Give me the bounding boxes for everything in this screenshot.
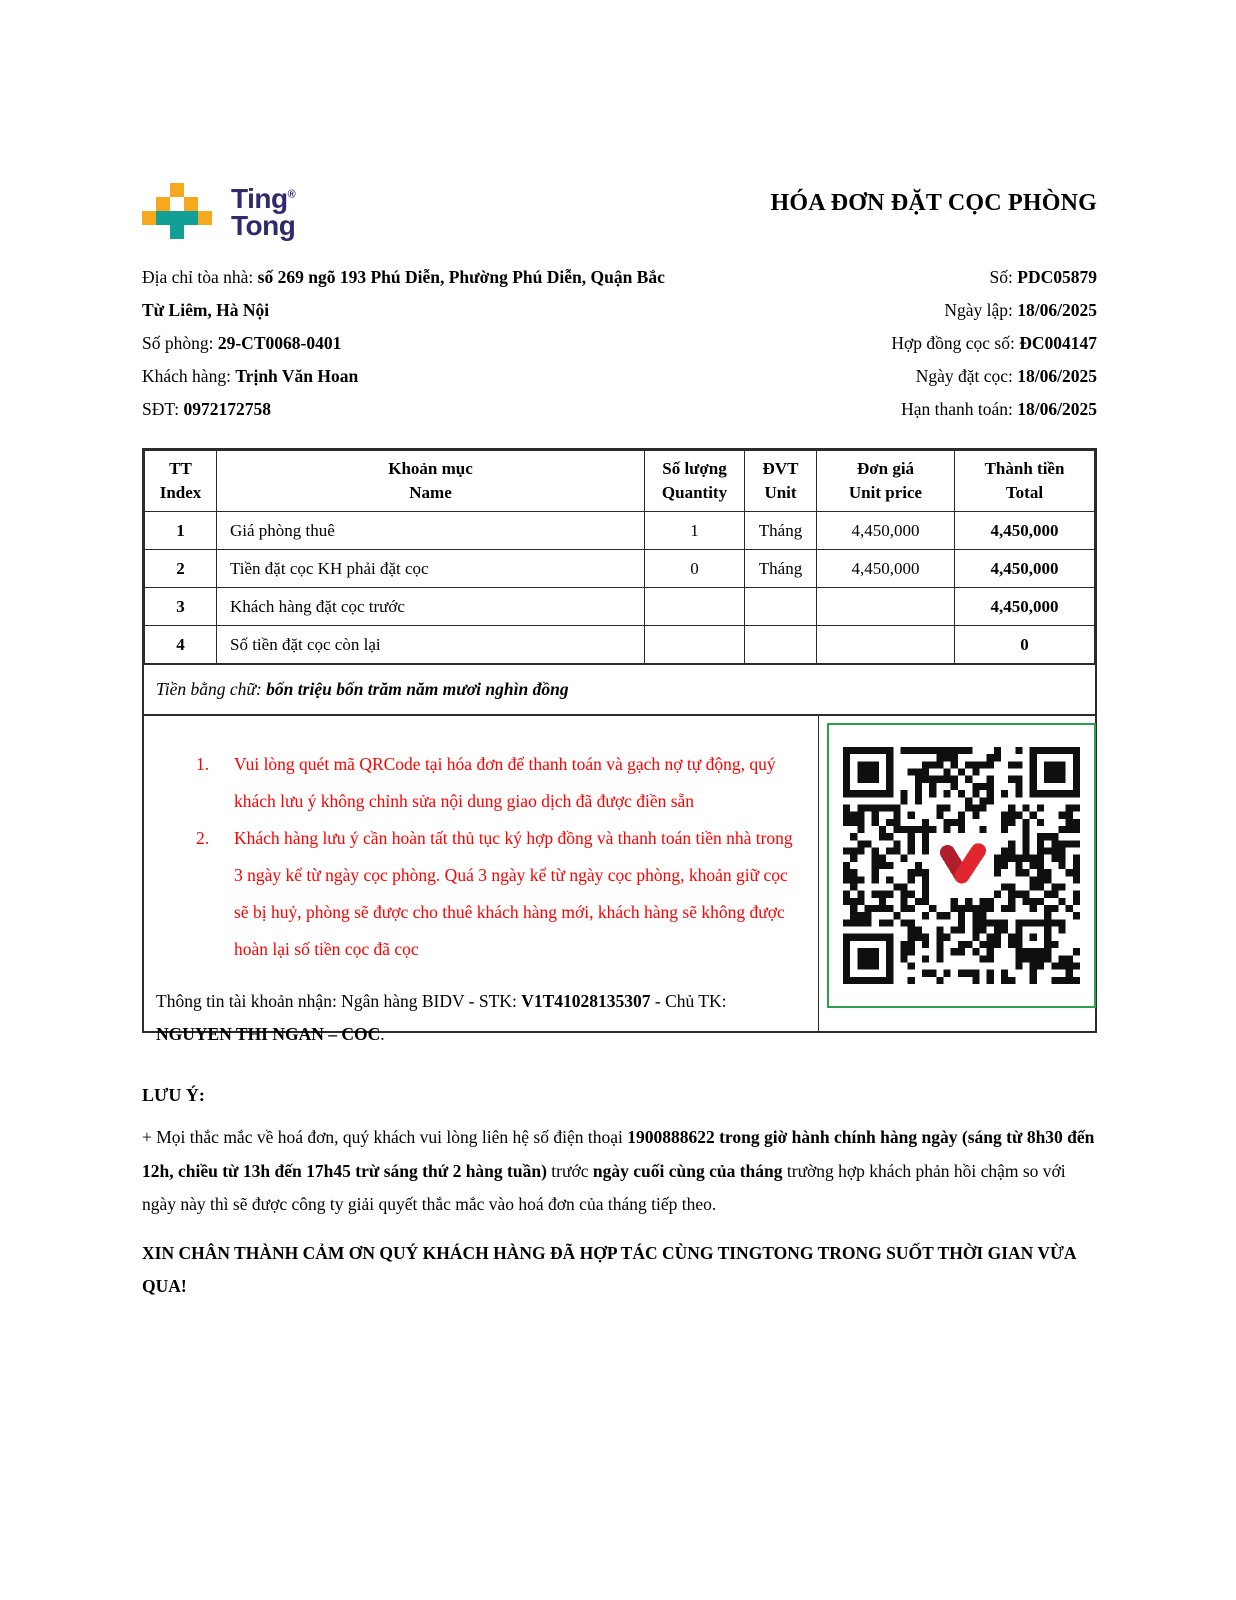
logo-word-tong: Tong bbox=[231, 210, 296, 241]
table-row bbox=[145, 626, 1095, 664]
phone-value: 0972172758 bbox=[183, 399, 271, 419]
deposit-date-value: 18/06/2025 bbox=[1017, 366, 1097, 386]
col-header-unit: ĐVT Unit bbox=[745, 451, 817, 512]
logo-word-ting: Ting bbox=[231, 183, 288, 214]
room-number-value: 29-CT0068-0401 bbox=[217, 333, 342, 353]
footer-thanks: XIN CHÂN THÀNH CẢM ƠN QUÝ KHÁCH HÀNG ĐÃ HỢP TÁC CÙNG TINGTONG TRONG SUỐT THỜI GIAN VỪA QUA! bbox=[142, 1242, 1076, 1296]
amount-in-words-label: Tiền bằng chữ: bbox=[156, 679, 262, 699]
tingtong-logo-text bbox=[231, 185, 295, 239]
tingtong-logo-icon bbox=[142, 183, 212, 239]
building-address-value: số 269 ngõ 193 Phú Diễn, Phường Phú Diễn, Quận Bắc Từ Liêm, Hà Nội bbox=[142, 267, 665, 320]
col-header-quantity: Số lượng Quantity bbox=[645, 451, 745, 512]
row-total: 4,450,000 bbox=[955, 512, 1095, 550]
row-unit-price: 4,450,000 bbox=[817, 550, 955, 588]
invoice-info bbox=[142, 261, 1097, 426]
items-table bbox=[144, 450, 1095, 664]
table-row bbox=[145, 550, 1095, 588]
row-unit: Tháng bbox=[745, 550, 817, 588]
warning-item: Vui lòng quét mã QRCode tại hóa đơn để thanh toán và gạch nợ tự động, quý khách lưu ý không chỉnh sửa nội dung giao dịch đã được điền sẵn bbox=[234, 754, 776, 811]
invoice-number-label: Số: bbox=[989, 267, 1018, 287]
row-name: Tiền đặt cọc KH phải đặt cọc bbox=[217, 550, 645, 588]
invoice-body-box bbox=[142, 448, 1097, 1044]
invoice-number-value: PDC05879 bbox=[1017, 267, 1097, 287]
row-unit: Tháng bbox=[745, 512, 817, 550]
notes-panel bbox=[144, 716, 818, 1044]
col-header-total: Thành tiền Total bbox=[955, 451, 1095, 512]
row-index: 4 bbox=[145, 626, 217, 664]
logo-pixel bbox=[156, 197, 170, 211]
contract-number-label: Hợp đồng cọc số: bbox=[891, 333, 1020, 353]
col-header-name: Khoản mục Name bbox=[217, 451, 645, 512]
row-name: Giá phòng thuê bbox=[217, 512, 645, 550]
row-total: 4,450,000 bbox=[955, 550, 1095, 588]
row-quantity bbox=[645, 588, 745, 626]
row-quantity: 1 bbox=[645, 512, 745, 550]
col-header-unit-price: Đơn giá Unit price bbox=[817, 451, 955, 512]
qr-code bbox=[843, 747, 1080, 984]
header bbox=[142, 183, 1097, 239]
row-quantity: 0 bbox=[645, 550, 745, 588]
phone-label: SĐT: bbox=[142, 399, 184, 419]
due-date-value: 18/06/2025 bbox=[1017, 399, 1097, 419]
page-title: HÓA ĐƠN ĐẶT CỌC PHÒNG bbox=[770, 190, 1097, 216]
row-total: 4,450,000 bbox=[955, 588, 1095, 626]
customer-label: Khách hàng: bbox=[142, 366, 236, 386]
logo-pixel bbox=[170, 225, 184, 239]
info-right-column bbox=[891, 261, 1097, 426]
contract-number-value: ĐC004147 bbox=[1019, 333, 1097, 353]
qr-code-frame bbox=[827, 723, 1096, 1008]
amount-in-words-value: bốn triệu bốn trăm năm mươi nghìn đồng bbox=[266, 679, 569, 699]
due-date-label: Hạn thanh toán: bbox=[901, 399, 1018, 419]
row-total: 0 bbox=[955, 626, 1095, 664]
row-index: 1 bbox=[145, 512, 217, 550]
row-quantity bbox=[645, 626, 745, 664]
row-unit-price bbox=[817, 626, 955, 664]
row-name: Khách hàng đặt cọc trước bbox=[217, 588, 645, 626]
qr-panel bbox=[818, 716, 1095, 1031]
row-name: Số tiền đặt cọc còn lại bbox=[217, 626, 645, 664]
warning-item: Khách hàng lưu ý cần hoàn tất thủ tục ký hợp đồng và thanh toán tiền nhà trong 3 ngày kể từ ngày cọc phòng. Quá 3 ngày kể từ ngày cọc phòng, khoản giữ cọc sẽ bị huỷ, phòng sẽ được cho thuê khách hàng mới, khách hàng sẽ không được hoàn lại số tiền cọc đã cọc bbox=[234, 828, 793, 959]
info-left-column bbox=[142, 261, 674, 426]
col-header-index: TT Index bbox=[145, 451, 217, 512]
notes-and-qr-section bbox=[144, 714, 1095, 1044]
row-unit bbox=[745, 588, 817, 626]
logo-pixel bbox=[156, 211, 198, 225]
logo-pixel bbox=[198, 211, 212, 225]
table-header-row bbox=[145, 451, 1095, 512]
row-unit-price: 4,450,000 bbox=[817, 512, 955, 550]
row-unit-price bbox=[817, 588, 955, 626]
logo-pixel bbox=[184, 197, 198, 211]
customer-value: Trịnh Văn Hoan bbox=[235, 366, 359, 386]
footer-notes bbox=[142, 1085, 1099, 1304]
table-row bbox=[145, 512, 1095, 550]
logo-pixel bbox=[142, 211, 156, 225]
deposit-date-label: Ngày đặt cọc: bbox=[915, 366, 1018, 386]
footer-paragraph: + Mọi thắc mắc về hoá đơn, quý khách vui lòng liên hệ số điện thoại 1900888622 trong giờ hành chính hàng ngày (sáng từ 8h30 đến 12h, chiều từ 13h đến 17h45 trừ sáng thứ 2 hàng tuần) trước ngày cuối cùng của tháng trường hợp khách phản hồi chậm so với ngày này thì sẽ được công ty giải quyết thắc mắc vào hoá đơn của tháng tiếp theo. bbox=[142, 1127, 1095, 1214]
row-index: 3 bbox=[145, 588, 217, 626]
issue-date-label: Ngày lập: bbox=[944, 300, 1018, 320]
registered-mark: ® bbox=[287, 188, 296, 201]
room-number-label: Số phòng: bbox=[142, 333, 218, 353]
table-row bbox=[145, 588, 1095, 626]
issue-date-value: 18/06/2025 bbox=[1017, 300, 1097, 320]
tingtong-logo bbox=[142, 183, 295, 239]
row-unit bbox=[745, 626, 817, 664]
building-address-label: Địa chỉ tòa nhà: bbox=[142, 267, 258, 287]
row-index: 2 bbox=[145, 550, 217, 588]
payment-warning-list bbox=[154, 746, 808, 968]
logo-pixel bbox=[170, 183, 184, 197]
bank-account-info: Thông tin tài khoản nhận: Ngân hàng BIDV - STK: V1T41028135307 - Chủ TK: NGUYEN THI NGAN – COC. bbox=[156, 991, 727, 1044]
footer-heading: LƯU Ý: bbox=[142, 1085, 205, 1105]
amount-in-words bbox=[144, 664, 1095, 714]
